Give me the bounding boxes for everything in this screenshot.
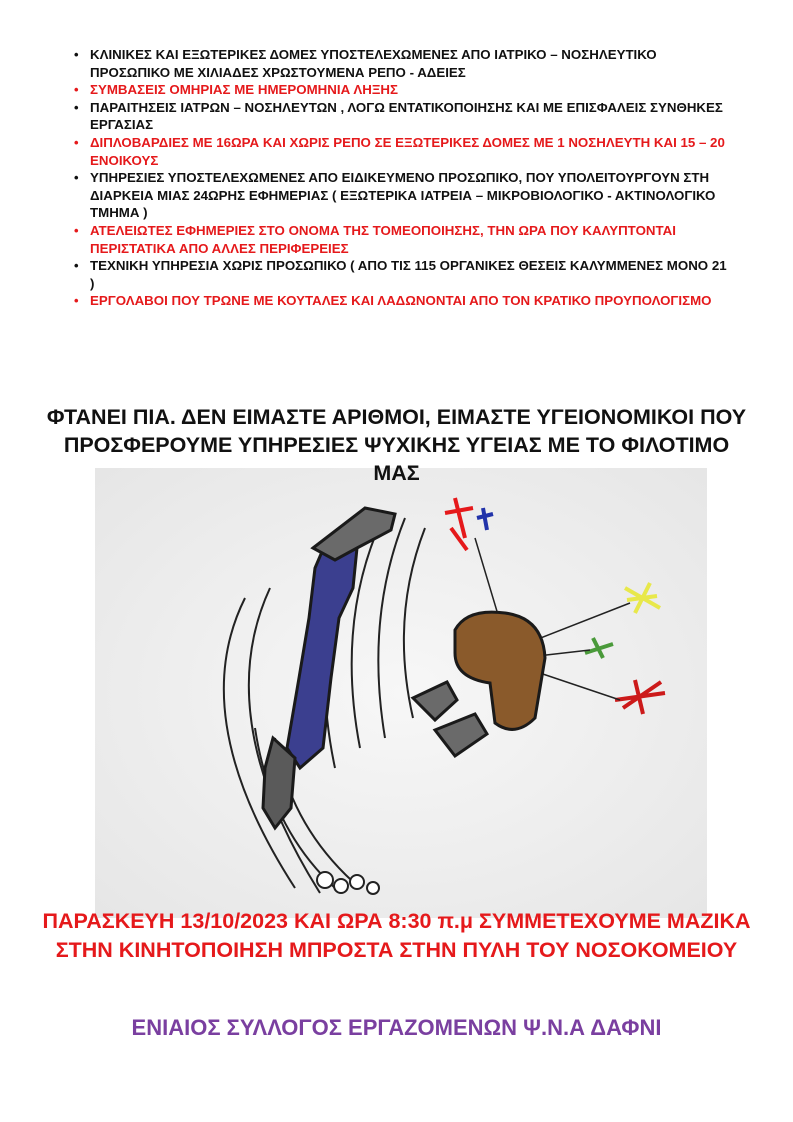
grievance-item: • ΣΥΜΒΑΣΕΙΣ ΟΜΗΡΙΑΣ ΜΕ ΗΜΕΡΟΜΗΝΙΑ ΛΗΞΗΣ xyxy=(72,81,732,99)
union-signature: ΕΝΙΑΙΟΣ ΣΥΛΛΟΓΟΣ ΕΡΓΑΖΟΜΕΝΩΝ Ψ.Ν.Α ΔΑΦΝΙ xyxy=(131,1015,662,1040)
grievance-item: • ΥΠΗΡΕΣΙΕΣ ΥΠΟΣΤΕΛΕΧΩΜΕΝΕΣ ΑΠΟ ΕΙΔΙΚΕΥΜΕΝΟ ΠΡΟΣΩΠΙΚΟ, ΠΟΥ ΥΠΟΛΕΙΤΟΥΡΓΟΥΝ ΣΤΗ ΔΙΑΡΚΕΙΑ ΜΙΑΣ 24ΩΡΗΣ ΕΦΗΜΕΡΙΑΣ ( ΕΞΩΤΕΡΙΚΑ ΙΑΤΡΕΙΑ – ΜΙΚΡΟΒΙΟΛΟΓΙΚΟ - ΑΚΤΙΝΟΛΟΓΙΚΟ ΤΜΗΜΑ ) xyxy=(72,169,732,222)
grievance-list xyxy=(72,46,732,310)
grievance-item: • ΔΙΠΛΟΒΑΡΔΙΕΣ ΜΕ 16ΩΡΑ ΚΑΙ ΧΩΡΙΣ ΡΕΠΟ ΣΕ ΕΞΩΤΕΡΙΚΕΣ ΔΟΜΕΣ ΜΕ 1 ΝΟΣΗΛΕΥΤΗ ΚΑΙ 15 – 20 ΕΝΟΙΚΟΥΣ xyxy=(72,134,732,169)
call-to-action: ΠΑΡΑΣΚΕΥΗ 13/10/2023 ΚΑΙ ΩΡΑ 8:30 π.μ ΣΥΜΜΕΤΕΧΟΥΜΕ ΜΑΖΙΚΑ ΣΤΗΝ ΚΙΝΗΤΟΠΟΙΗΣΗ ΜΠΡΟΣΤΑ ΣΤΗΝ ΠΥΛΗ ΤΟΥ ΝΟΣΟΚΟΜΕΙΟΥ xyxy=(42,909,751,962)
grievance-item: • ΚΛΙΝΙΚΕΣ ΚΑΙ ΕΞΩΤΕΡΙΚΕΣ ΔΟΜΕΣ ΥΠΟΣΤΕΛΕΧΩΜΕΝΕΣ ΑΠΟ ΙΑΤΡΙΚΟ – ΝΟΣΗΛΕΥΤΙΚΟ ΠΡΟΣΩΠΙΚΟ ΜΕ ΧΙΛΙΑΔΕΣ ΧΡΩΣΤΟΥΜΕΝΑ ΡΕΠΟ - ΑΔΕΙΕΣ xyxy=(72,46,732,81)
main-heading: ΦΤΑΝΕΙ ΠΙΑ. ΔΕΝ ΕΙΜΑΣΤΕ ΑΡΙΘΜΟΙ, ΕΙΜΑΣΤΕ ΥΓΕΙΟΝΟΜΙΚΟΙ ΠΟΥ ΠΡΟΣΦΕΡΟΥΜΕ ΥΠΗΡΕΣΙΕΣ ΨΥΧΙΚΗΣ ΥΓΕΙΑΣ ΜΕ ΤΟ ΦΙΛΟΤΙΜΟ ΜΑΣ xyxy=(46,405,747,485)
grievance-item: • ΠΑΡΑΙΤΗΣΕΙΣ ΙΑΤΡΩΝ – ΝΟΣΗΛΕΥΤΩΝ , ΛΟΓΩ ΕΝΤΑΤΙΚΟΠΟΙΗΣΗΣ ΚΑΙ ΜΕ ΕΠΙΣΦΑΛΕΙΣ ΣΥΝΘΗΚΕΣ ΕΡΓΑΣΙΑΣ xyxy=(72,99,732,134)
kick-cartoon-icon xyxy=(95,468,707,918)
grievance-item: • ΑΤΕΛΕΙΩΤΕΣ ΕΦΗΜΕΡΙΕΣ ΣΤΟ ΟΝΟΜΑ ΤΗΣ ΤΟΜΕΟΠΟΙΗΣΗΣ, ΤΗΝ ΩΡΑ ΠΟΥ ΚΑΛΥΠΤΟΝΤΑΙ ΠΕΡΙΣΤΑΤΙΚΑ ΑΠΟ ΑΛΛΕΣ ΠΕΡΙΦΕΡΕΙΕΣ xyxy=(72,222,732,257)
grievance-item: • ΤΕΧΝΙΚΗ ΥΠΗΡΕΣΙΑ ΧΩΡΙΣ ΠΡΟΣΩΠΙΚΟ ( ΑΠΟ ΤΙΣ 115 ΟΡΓΑΝΙΚΕΣ ΘΕΣΕΙΣ ΚΑΛΥΜΜΕΝΕΣ ΜΟΝΟ 21 ) xyxy=(72,257,732,292)
grievance-item: • ΕΡΓΟΛΑΒΟΙ ΠΟΥ ΤΡΩΝΕ ΜΕ ΚΟΥΤΑΛΕΣ ΚΑΙ ΛΑΔΩΝΟΝΤΑΙ ΑΠΟ ΤΟΝ ΚΡΑΤΙΚΟ ΠΡΟΥΠΟΛΟΓΙΣΜΟ xyxy=(72,292,732,310)
